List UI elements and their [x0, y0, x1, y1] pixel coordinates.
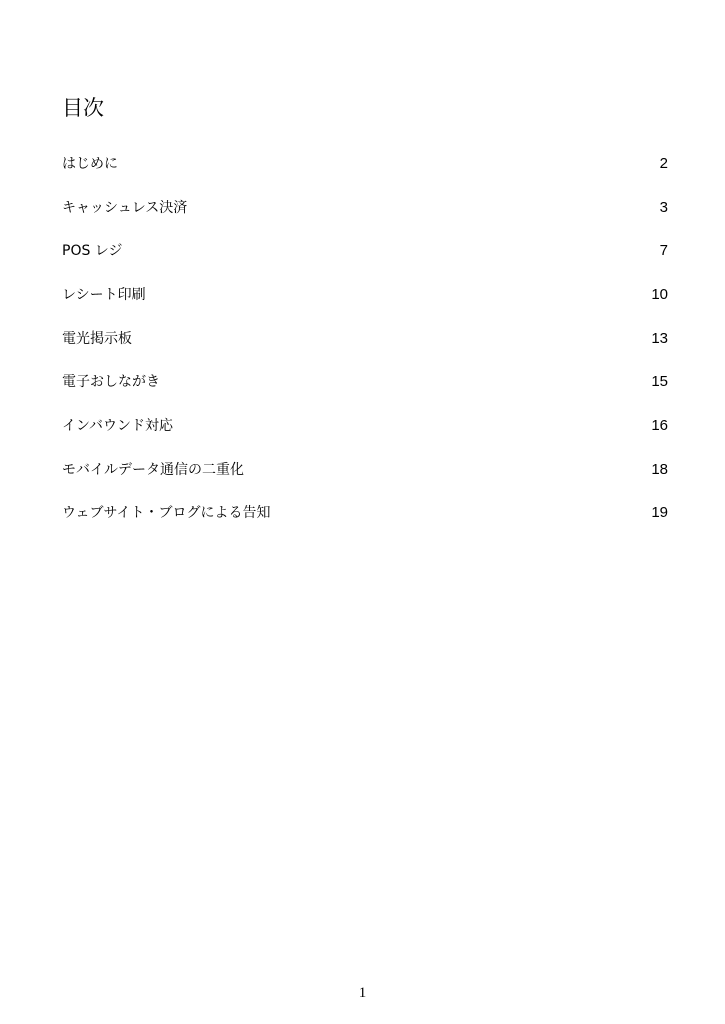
toc-entry	[62, 317, 668, 361]
toc-entry	[62, 273, 668, 317]
toc-title: 目次	[62, 96, 104, 120]
toc-entry	[62, 448, 668, 492]
toc-entry-page: 18	[651, 460, 668, 478]
toc-entry-page: 7	[659, 242, 668, 260]
toc-entry-page: 13	[651, 329, 668, 347]
toc-entry	[62, 142, 668, 186]
toc-entry-label: レシート印刷	[62, 286, 146, 303]
toc-entry-label: 電子おしながき	[62, 374, 160, 391]
toc-entry	[62, 492, 668, 536]
toc-list	[62, 142, 668, 535]
toc-entry-label: はじめに	[62, 155, 118, 172]
toc-entry	[62, 404, 668, 448]
toc-entry-page: 15	[651, 373, 668, 391]
toc-entry-page: 10	[651, 285, 668, 303]
toc-entry	[62, 360, 668, 404]
toc-entry-label: インバウンド対応	[62, 417, 174, 434]
toc-entry-label: モバイルデータ通信の二重化	[62, 461, 244, 478]
toc-entry-page: 2	[659, 154, 668, 172]
toc-entry	[62, 186, 668, 230]
toc-entry-label: 電光掲示板	[62, 330, 132, 347]
toc-entry-label: キャッシュレス決済	[62, 199, 188, 216]
page-number: 1	[358, 985, 367, 1001]
toc-entry-page: 3	[659, 198, 668, 216]
toc-entry-page: 19	[651, 504, 668, 522]
toc-entry-label: POS レジ	[62, 243, 123, 260]
toc-entry-page: 16	[651, 416, 668, 434]
toc-entry	[62, 229, 668, 273]
toc-entry-label: ウェブサイト・ブログによる告知	[62, 505, 271, 522]
